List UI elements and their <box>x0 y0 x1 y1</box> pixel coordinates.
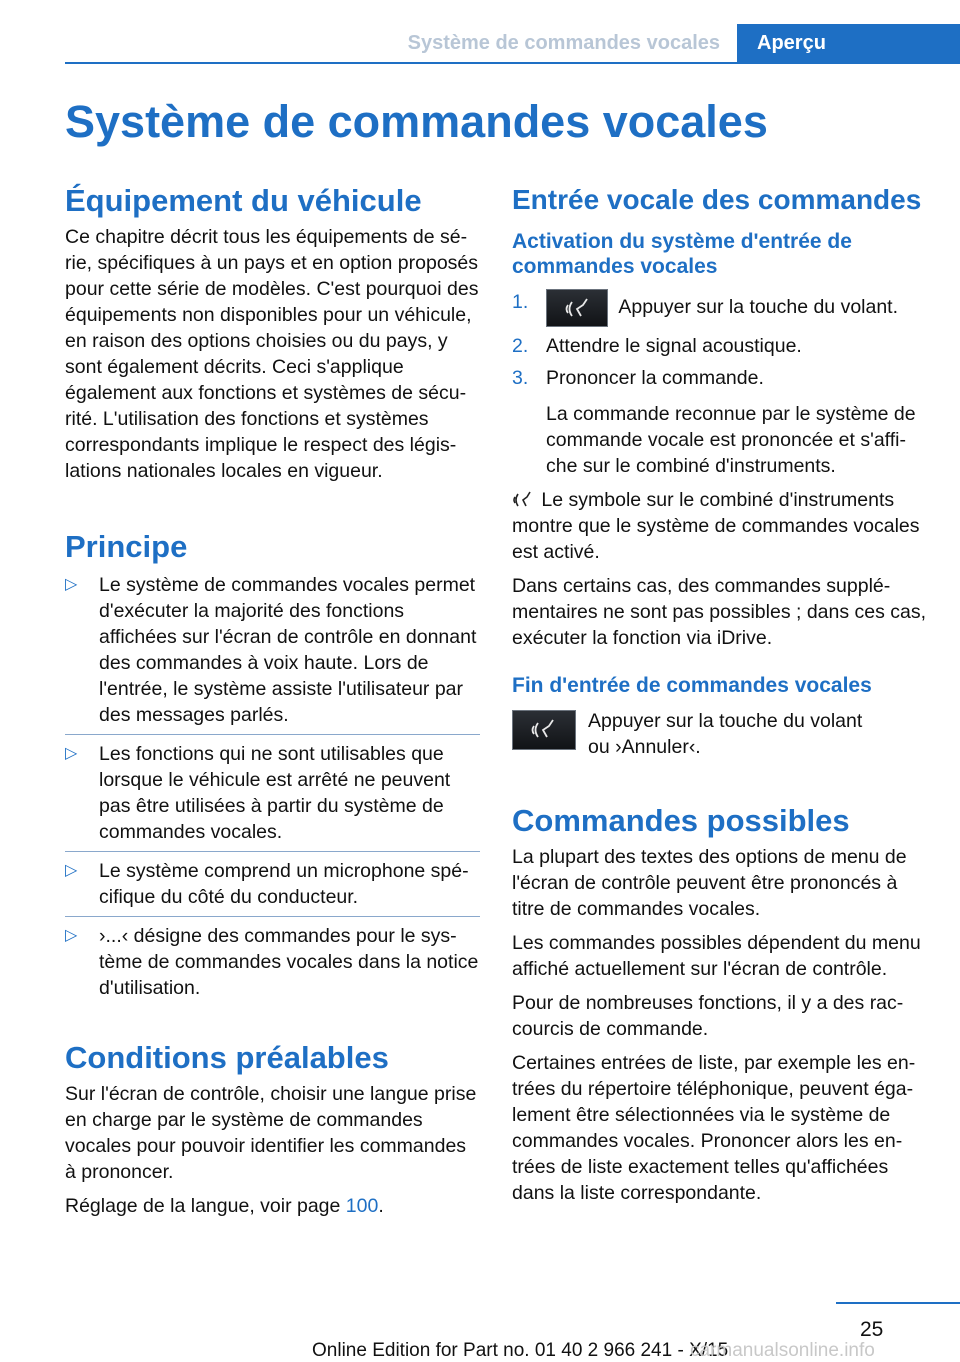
end-input-row <box>512 708 930 760</box>
list-item: 1. Appuyer sur la touche du volant. <box>512 289 930 327</box>
end-input-heading: Fin d'entrée de commandes vocales <box>512 674 872 697</box>
possible-text-2: Les commandes possibles dépendent du menu affiché actuellement sur l'écran de contrôle. <box>512 932 921 980</box>
principle-list <box>65 572 480 1007</box>
prerequisites-heading: Conditions préalables <box>65 1040 389 1075</box>
header-tab-label: Aperçu <box>757 32 826 54</box>
list-item: ▷ Le système comprend un microphone spécifique du côté du conducteur. <box>65 858 480 917</box>
header-tab-apercu[interactable] <box>737 24 960 64</box>
symbol-text: Le symbole sur le combiné d'instruments montre que le système de commandes vocales est activé. <box>512 489 920 563</box>
triangle-right-icon: ▷ <box>65 927 78 944</box>
triangle-right-icon: ▷ <box>65 576 78 593</box>
prerequisites-text: Sur l'écran de contrôle, choisir une langue prise en charge par le système de commandes vocales pour pouvoir identifier les commandes à prononcer. <box>65 1083 477 1183</box>
equipment-text: Ce chapitre décrit tous les équipements de série, spécifiques à un pays et en option proposés pour cette série de modèles. C'est pourquoi des équipements non disponibles pour un véhicule, en raison des options choisies ou du pays, y sont également décrits. Ceci s'applique également aux fonctions et systèmes de sécurité. L'utilisation des fonctions et systèmes correspondants implique le respect des législations nationales locales en vigueur. <box>65 226 479 482</box>
header-section-title: Système de commandes vocales <box>407 32 720 54</box>
list-item: 3. Prononcer la commande. <box>512 367 764 389</box>
activation-heading: Activation du système d'entrée de commandes vocales <box>512 230 852 278</box>
left-column <box>65 184 480 1227</box>
watermark: carmanualsonline.info <box>690 1340 875 1361</box>
page-number: 25 <box>860 1318 884 1341</box>
possible-text-3: Pour de nombreuses fonctions, il y a des raccourcis de commande. <box>512 992 904 1040</box>
footer-divider <box>836 1302 960 1304</box>
possible-text-1: La plupart des textes des options de menu de l'écran de contrôle peuvent être prononcés à titre de commandes vocales. <box>512 846 907 920</box>
activation-steps <box>512 289 930 391</box>
list-item: 2. Attendre le signal acoustique. <box>512 335 802 357</box>
page-title: Système de commandes vocales <box>65 96 768 147</box>
cases-text: Dans certains cas, des commandes supplémentaires ne sont pas possibles ; dans ces cas, exécuter la fonction via iDrive. <box>512 575 927 649</box>
voice-input-heading: Entrée vocale des commandes <box>512 184 922 215</box>
triangle-right-icon: ▷ <box>65 745 78 762</box>
page-link-100[interactable]: 100 <box>345 1195 379 1217</box>
list-item: ▷ Le système de commandes vocales permet d'exécuter la majorité des fonctions affichées sur l'écran de contrôle en donnant des commandes à voix haute. Lors de l'entrée, le système assiste l'utilisateur par des messages parlés. <box>65 572 480 735</box>
principle-heading: Principe <box>65 529 188 564</box>
possible-commands-heading: Commandes possibles <box>512 803 850 838</box>
voice-command-button-icon <box>546 289 608 327</box>
end-input-text: Appuyer sur la touche du volant ou ›Annuler‹. <box>588 710 863 758</box>
equipment-heading: Équipement du véhicule <box>65 183 422 218</box>
header-divider <box>65 62 960 64</box>
possible-text-4: Certaines entrées de liste, par exemple les entrées du répertoire téléphonique, peuvent également être sélectionnées via le système de commandes vocales. Prononcer alors les entrées de liste exactement telles qu'affichées dans la liste correspondante. <box>512 1052 916 1204</box>
voice-command-button-icon <box>512 710 576 750</box>
triangle-right-icon: ▷ <box>65 862 78 879</box>
step3-detail: La commande reconnue par le système de commande vocale est prononcée et s'affiche sur le combiné d'instruments. <box>546 403 916 477</box>
voice-command-symbol-icon <box>512 489 541 511</box>
list-item: ▷ Les fonctions qui ne sont utilisables que lorsque le véhicule est arrêté ne peuvent pas être utilisées à partir du système de commandes vocales. <box>65 741 480 852</box>
list-item: ▷ ›...‹ désigne des commandes pour le système de commandes vocales dans la notice d'utilisation. <box>65 925 479 999</box>
language-reference: Réglage de la langue, voir page 100. <box>65 1195 384 1217</box>
right-column <box>512 184 930 1214</box>
edition-text: Online Edition for Part no. 01 40 2 966 241 - X/15 <box>312 1340 729 1361</box>
